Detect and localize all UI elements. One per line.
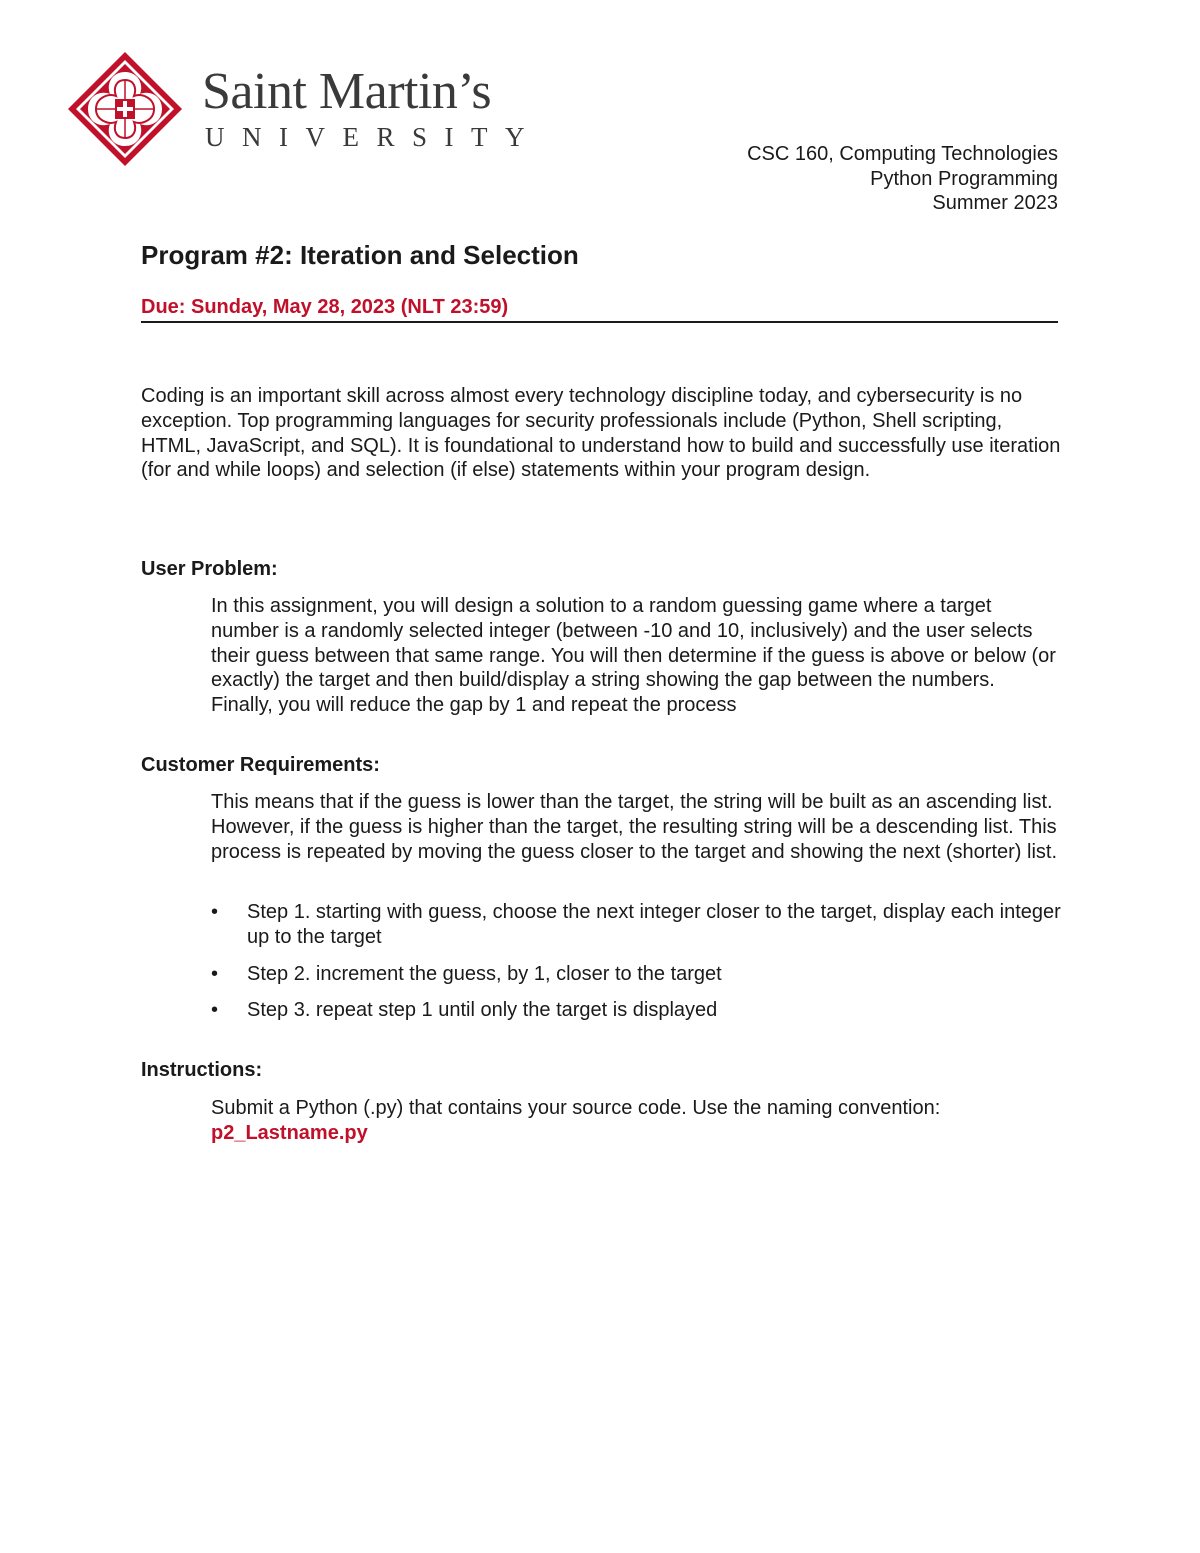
instructions-paragraph: Submit a Python (.py) that contains your source code. Use the naming convention:	[211, 1097, 941, 1119]
user-problem-paragraph: In this assignment, you will design a solution to a random guessing game where a target number is a randomly selected integer (between -10 and 10, inclusively) and the user selects their guess between that same range. You will then determine if the guess is above or below (or exactly) the target and then build/display a string showing the gap between the numbers. Finally, you will reduce the gap by 1 and repeat the process	[211, 595, 1056, 717]
course-code: CSC 160, Computing Technologies	[747, 143, 1058, 165]
intro-paragraph: Coding is an important skill across almost every technology discipline today, and cybersecurity is no exception. Top programming languages for security professionals include (Python, Shell scripting, HTML, JavaScript, and SQL). It is foundational to understand how to build and successfully use iteration (for and while loops) and selection (if else) statements within your program design.	[141, 385, 1061, 482]
step-text: Step 2. increment the guess, by 1, closer to the target	[247, 962, 722, 985]
bullet-icon: •	[211, 999, 219, 1022]
bullet-icon: •	[211, 901, 219, 923]
university-subtitle: UNIVERSITY	[205, 122, 542, 152]
customer-requirements-paragraph: This means that if the guess is lower than the target, the string will be built as an ascending list. However, if the guess is higher than the target, the resulting string will be a descending list. This process is repeated by moving the guess closer to the target and showing the next (shorter) list.	[211, 791, 1057, 863]
course-term: Summer 2023	[932, 192, 1058, 214]
university-logo	[66, 50, 542, 168]
university-crest-icon	[66, 50, 184, 168]
list-item	[211, 900, 1071, 950]
filename-convention: p2_Lastname.py	[211, 1122, 368, 1144]
list-item	[211, 998, 1071, 1023]
step-text: Step 1. starting with guess, choose the next integer closer to the target, display each integer up to the target	[247, 901, 1061, 948]
course-topic: Python Programming	[870, 167, 1058, 190]
university-name: Saint Martin’s	[202, 63, 492, 120]
due-date: Due: Sunday, May 28, 2023 (NLT 23:59)	[141, 296, 1058, 323]
course-info	[747, 142, 1058, 216]
bullet-icon: •	[211, 962, 219, 985]
steps-list	[211, 900, 1071, 1035]
customer-requirements-heading: Customer Requirements:	[141, 754, 380, 776]
page-title: Program #2: Iteration and Selection	[141, 240, 579, 270]
instructions-heading: Instructions:	[141, 1059, 263, 1081]
user-problem-heading: User Problem:	[141, 558, 278, 580]
list-item	[211, 962, 1071, 987]
step-text: Step 3. repeat step 1 until only the target is displayed	[247, 999, 718, 1022]
